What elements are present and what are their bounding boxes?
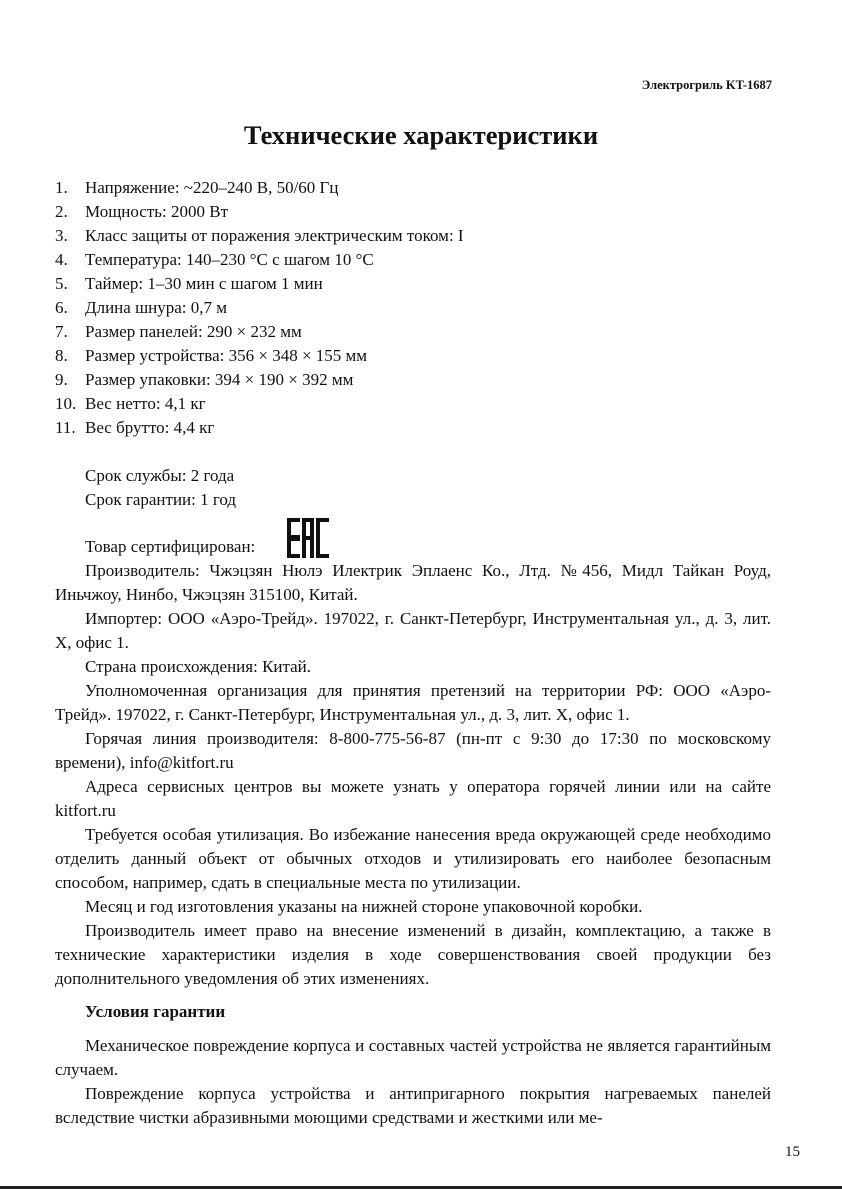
service-centers: Адреса сервисных центров вы можете узнать у оператора горячей линии или на сайте kitfort.ru	[55, 777, 771, 820]
list-item	[55, 416, 464, 440]
list-item-text: Температура: 140–230 °С с шагом 10 °С	[85, 250, 374, 269]
list-item	[55, 200, 464, 224]
list-item	[55, 368, 464, 392]
hotline: Горячая линия производителя: 8-800-775-56-87 (пн-пт с 9:30 до 17:30 по московскому времени), info@kitfort.ru	[55, 729, 771, 772]
warranty-paragraph: Механическое повреждение корпуса и составных частей устройства не является гарантийным случаем.	[55, 1036, 771, 1079]
info-section	[55, 464, 771, 1130]
list-item	[55, 248, 464, 272]
service-life: Срок службы: 2 года	[85, 466, 235, 485]
list-item	[55, 296, 464, 320]
list-item	[55, 392, 464, 416]
certification-line	[55, 512, 771, 559]
manufacture-date: Месяц и год изготовления указаны на нижней стороне упаковочной коробки.	[85, 897, 643, 916]
list-item-number: 7.	[55, 322, 68, 341]
list-item-text: Класс защиты от поражения электрическим током: I	[85, 226, 464, 245]
list-item-text: Размер панелей: 290 × 232 мм	[85, 322, 302, 341]
list-item-number: 5.	[55, 274, 68, 293]
warranty-period: Срок гарантии: 1 год	[85, 490, 237, 509]
list-item	[55, 320, 464, 344]
page-title: Технические характеристики	[243, 120, 599, 150]
authorized-org: Уполномоченная организация для принятия претензий на территории РФ: ООО «Аэро-Трейд». 197022, г. Санкт-Петербург, Инструментальная ул., д. 3, лит. Х, офис 1.	[55, 681, 771, 724]
spec-list	[55, 176, 464, 440]
list-item-number: 2.	[55, 202, 68, 221]
warranty-heading: Условия гарантии	[85, 1002, 226, 1021]
manufacturer: Производитель: Чжэцзян Нюлэ Илектрик Эплаенс Ко., Лтд. №456, Мидл Тайкан Роуд, Иньчжоу, Нинбо, Чжэцзян 315100, Китай.	[55, 561, 771, 604]
list-item-number: 4.	[55, 250, 68, 269]
list-item	[55, 176, 464, 200]
list-item-text: Мощность: 2000 Вт	[85, 202, 229, 221]
list-item	[55, 224, 464, 248]
list-item	[55, 272, 464, 296]
eac-logo	[257, 518, 329, 565]
list-item-number: 1.	[55, 178, 68, 197]
list-item-text: Вес нетто: 4,1 кг	[85, 394, 206, 413]
list-item-number: 11.	[55, 418, 76, 437]
list-item-text: Вес брутто: 4,4 кг	[85, 418, 215, 437]
changes-right: Производитель имеет право на внесение изменений в дизайн, комплектацию, а также в технические характеристики изделия в ходе совершенствования своей продукции без дополнительного уведомления об этих изменениях.	[55, 921, 771, 988]
list-item-text: Размер устройства: 356 × 348 × 155 мм	[85, 346, 368, 365]
importer: Импортер: ООО «Аэро-Трейд». 197022, г. Санкт-Петербург, Инструментальная ул., д. 3, лит. Х, офис 1.	[55, 609, 771, 652]
page-number: 15	[785, 1144, 800, 1160]
disposal: Требуется особая утилизация. Во избежание нанесения вреда окружающей среде необходимо отделить данный объект от обычных отходов и утилизировать его наиболее безопасным способом, например, сдать в специальные места по утилизации.	[55, 825, 771, 892]
list-item-number: 6.	[55, 298, 68, 317]
list-item-text: Длина шнура: 0,7 м	[85, 298, 228, 317]
list-item-text: Размер упаковки: 394 × 190 × 392 мм	[85, 370, 354, 389]
list-item-number: 8.	[55, 346, 68, 365]
eac-mark-icon	[287, 518, 329, 558]
list-item-text: Напряжение: ~220–240 В, 50/60 Гц	[85, 178, 339, 197]
list-item-text: Таймер: 1–30 мин с шагом 1 мин	[85, 274, 323, 293]
list-item-number: 3.	[55, 226, 68, 245]
origin: Страна происхождения: Китай.	[85, 657, 312, 676]
certified-label: Товар сертифицирован:	[85, 537, 256, 556]
list-item	[55, 344, 464, 368]
list-item-number: 9.	[55, 370, 68, 389]
page-header: Электрогриль KT-1687	[641, 78, 772, 92]
list-item-number: 10.	[55, 394, 77, 413]
warranty-paragraph: Повреждение корпуса устройства и антипригарного покрытия нагреваемых панелей вследствие чистки абразивными моющими средствами и жесткими или ме-	[55, 1084, 771, 1127]
